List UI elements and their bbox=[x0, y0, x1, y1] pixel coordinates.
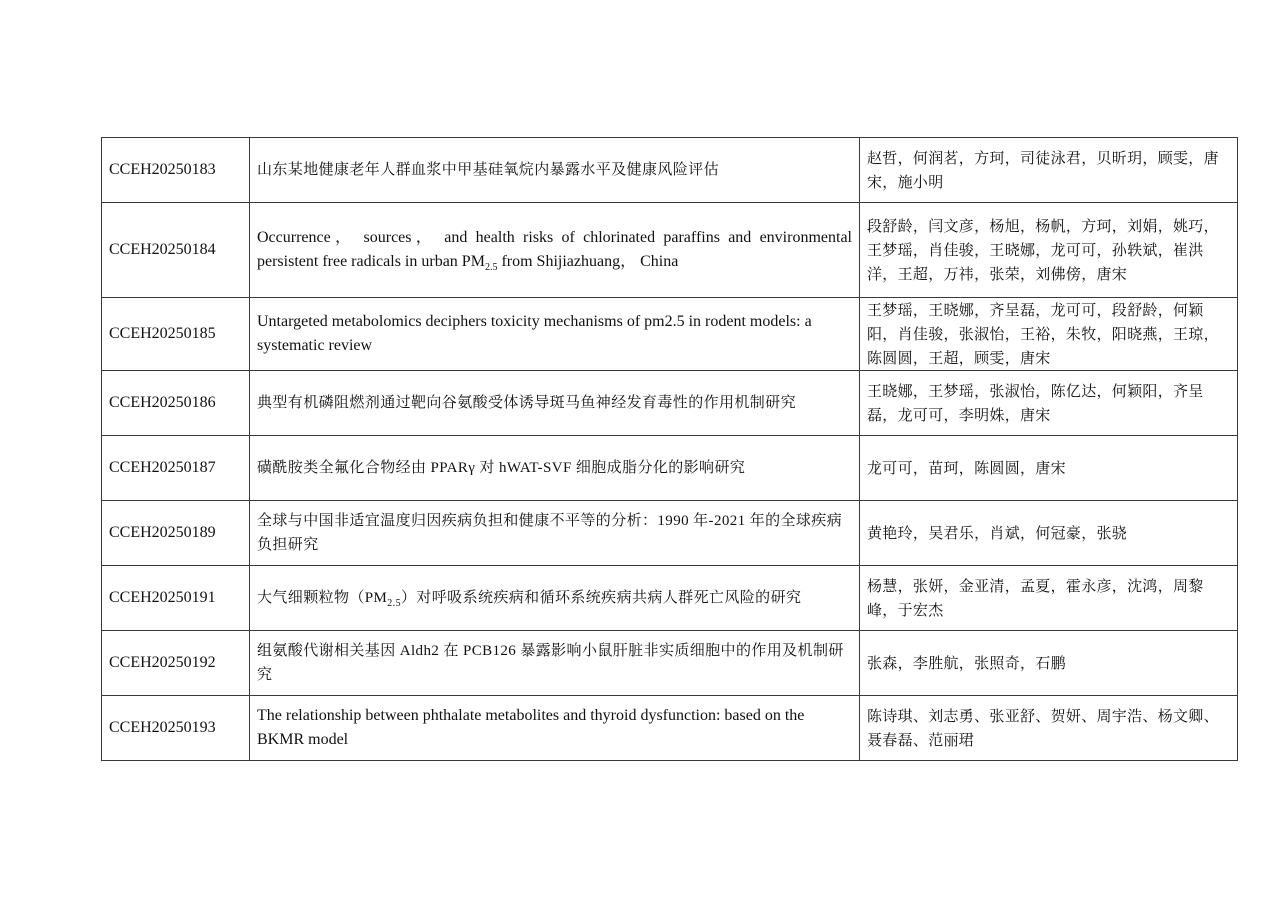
paper-title-subscript: 2.5 bbox=[387, 598, 401, 609]
paper-authors: 陈诗琪、刘志勇、张亚舒、贺妍、周宇浩、杨文卿、聂春磊、范丽珺 bbox=[860, 696, 1238, 761]
paper-id: CCEH20250187 bbox=[102, 436, 250, 501]
paper-title: 山东某地健康老年人群血浆中甲基硅氧烷内暴露水平及健康风险评估 bbox=[250, 138, 860, 203]
paper-authors: 杨慧，张妍，金亚清，孟夏，霍永彦，沈鸿，周黎峰，于宏杰 bbox=[860, 566, 1238, 631]
paper-id: CCEH20250192 bbox=[102, 631, 250, 696]
table-row bbox=[102, 371, 1238, 436]
table-row bbox=[102, 631, 1238, 696]
paper-id: CCEH20250184 bbox=[102, 203, 250, 298]
table-row bbox=[102, 566, 1238, 631]
table-row bbox=[102, 138, 1238, 203]
paper-authors: 黄艳玲，吴君乐，肖斌，何冠豪，张骁 bbox=[860, 501, 1238, 566]
paper-title-part: Occurrence， sources， and health risks of chlorinated paraffins and environmental persistent free radicals in urban PM bbox=[257, 229, 852, 270]
paper-title: 磺酰胺类全氟化合物经由 PPARγ 对 hWAT-SVF 细胞成脂分化的影响研究 bbox=[250, 436, 860, 501]
paper-title: 全球与中国非适宜温度归因疾病负担和健康不平等的分析：1990 年-2021 年的全球疾病负担研究 bbox=[250, 501, 860, 566]
paper-id: CCEH20250193 bbox=[102, 696, 250, 761]
paper-title bbox=[250, 566, 860, 631]
paper-title-part: 大气细颗粒物（PM bbox=[257, 590, 388, 606]
paper-id: CCEH20250186 bbox=[102, 371, 250, 436]
paper-authors: 赵哲，何润茗，方珂，司徒泳君，贝昕玥，顾雯，唐宋，施小明 bbox=[860, 138, 1238, 203]
paper-table bbox=[101, 137, 1238, 761]
paper-id: CCEH20250189 bbox=[102, 501, 250, 566]
table-row bbox=[102, 696, 1238, 761]
paper-title-part: ）对呼吸系统疾病和循环系统疾病共病人群死亡风险的研究 bbox=[400, 590, 802, 606]
paper-title: The relationship between phthalate metabolites and thyroid dysfunction: based on the BKMR model bbox=[250, 696, 860, 761]
table-row bbox=[102, 203, 1238, 298]
paper-title: 组氨酸代谢相关基因 Aldh2 在 PCB126 暴露影响小鼠肝脏非实质细胞中的作用及机制研究 bbox=[250, 631, 860, 696]
paper-authors: 段舒龄，闫文彦，杨旭，杨帆，方珂，刘娟，姚巧，王梦瑶，肖佳骏，王晓娜，龙可可，孙轶斌，崔洪洋，王超，万祎，张荣，刘佛傍，唐宋 bbox=[860, 203, 1238, 298]
table-row bbox=[102, 501, 1238, 566]
document-page bbox=[101, 137, 1237, 761]
paper-title-subscript: 2.5 bbox=[484, 262, 498, 274]
paper-authors: 张森，李胜航，张照奇，石鹏 bbox=[860, 631, 1238, 696]
table-row bbox=[102, 298, 1238, 371]
paper-id: CCEH20250183 bbox=[102, 138, 250, 203]
table-row bbox=[102, 436, 1238, 501]
paper-title bbox=[250, 203, 860, 298]
paper-title: Untargeted metabolomics deciphers toxicity mechanisms of pm2.5 in rodent models: a systematic review bbox=[250, 298, 860, 371]
paper-authors: 龙可可，苗珂，陈圆圆，唐宋 bbox=[860, 436, 1238, 501]
paper-title-part: from Shijiazhuang， China bbox=[497, 253, 679, 270]
paper-authors: 王梦瑶，王晓娜，齐呈磊，龙可可，段舒龄，何颖阳，肖佳骏，张淑怡，王裕，朱牧，阳晓燕，王琼，陈圆圆，王超，顾雯，唐宋 bbox=[860, 298, 1238, 371]
paper-id: CCEH20250185 bbox=[102, 298, 250, 371]
paper-id: CCEH20250191 bbox=[102, 566, 250, 631]
paper-authors: 王晓娜，王梦瑶，张淑怡，陈亿达，何颖阳，齐呈磊，龙可可，李明姝，唐宋 bbox=[860, 371, 1238, 436]
paper-title: 典型有机磷阻燃剂通过靶向谷氨酸受体诱导斑马鱼神经发育毒性的作用机制研究 bbox=[250, 371, 860, 436]
